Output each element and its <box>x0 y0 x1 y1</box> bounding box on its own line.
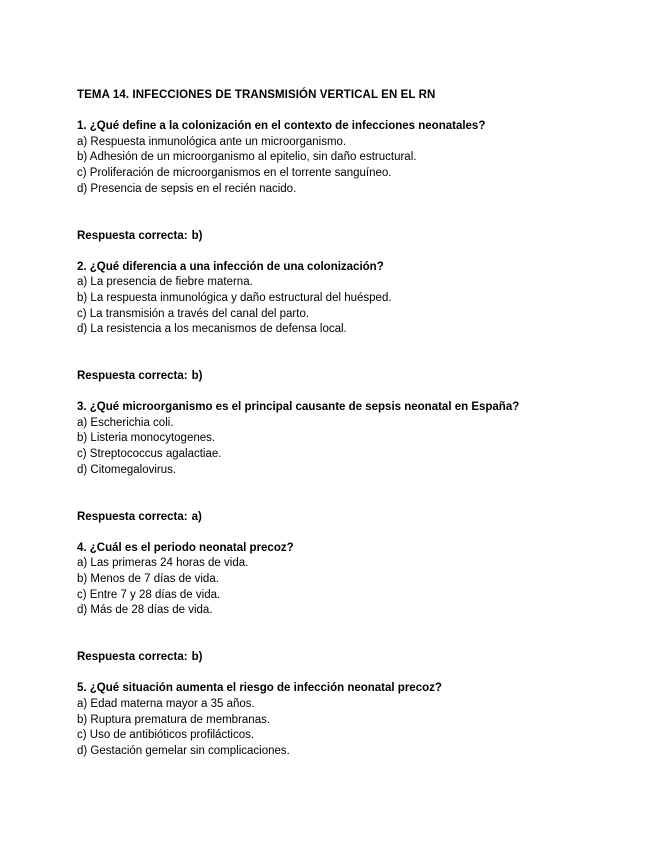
answer-value: b) <box>191 651 203 664</box>
answer-value: b) <box>191 370 203 383</box>
question-block-1 <box>77 119 637 197</box>
option-a: a) Edad materna mayor a 35 años. <box>77 697 255 710</box>
option-a: a) Respuesta inmunológica ante un microorganismo. <box>77 135 347 148</box>
option-d: d) Gestación gemelar sin complicaciones. <box>77 744 290 757</box>
option-c: c) Uso de antibióticos profilácticos. <box>77 729 255 742</box>
option-b: b) Ruptura prematura de membranas. <box>77 713 271 726</box>
question-text: 1. ¿Qué define a la colonización en el contexto de infecciones neonatales? <box>77 120 486 133</box>
option-d: d) Presencia de sepsis en el recién nacido. <box>77 182 297 195</box>
option-c: c) Proliferación de microorganismos en el torrente sanguíneo. <box>77 166 392 179</box>
question-text: 3. ¿Qué microorganismo es el principal causante de sepsis neonatal en España? <box>77 401 520 414</box>
answer-value: b) <box>191 229 203 242</box>
option-d: d) La resistencia a los mecanismos de defensa local. <box>77 323 347 336</box>
question-text: 4. ¿Cuál es el periodo neonatal precoz? <box>77 541 294 554</box>
option-b: b) Menos de 7 días de vida. <box>77 573 219 586</box>
question-block-5 <box>77 681 637 759</box>
option-d: d) Citomegalovirus. <box>77 463 177 476</box>
correct-answer-3 <box>77 510 637 526</box>
answer-label: Respuesta correcta: <box>77 510 188 523</box>
option-a: a) Escherichia coli. <box>77 416 174 429</box>
option-a: a) La presencia de fiebre materna. <box>77 276 253 289</box>
correct-answer-4 <box>77 650 637 666</box>
answer-label: Respuesta correcta: <box>77 229 188 242</box>
document-page <box>77 88 637 759</box>
correct-answer-1 <box>77 229 637 245</box>
option-c: c) La transmisión a través del canal del parto. <box>77 307 310 320</box>
option-c: c) Streptococcus agalactiae. <box>77 448 222 461</box>
question-block-3 <box>77 400 637 478</box>
question-text: 2. ¿Qué diferencia a una infección de una colonización? <box>77 260 384 273</box>
option-b: b) La respuesta inmunológica y daño estructural del huésped. <box>77 291 392 304</box>
question-text: 5. ¿Qué situación aumenta el riesgo de infección neonatal precoz? <box>77 682 442 695</box>
answer-value: a) <box>191 510 202 523</box>
answer-label: Respuesta correcta: <box>77 370 188 383</box>
option-b: b) Listeria monocytogenes. <box>77 432 216 445</box>
document-title: TEMA 14. INFECCIONES DE TRANSMISIÓN VERTICAL EN EL RN <box>77 89 436 101</box>
question-block-2 <box>77 260 637 338</box>
question-block-4 <box>77 541 637 619</box>
option-a: a) Las primeras 24 horas de vida. <box>77 557 249 570</box>
option-d: d) Más de 28 días de vida. <box>77 604 213 617</box>
option-b: b) Adhesión de un microorganismo al epitelio, sin daño estructural. <box>77 151 417 164</box>
answer-label: Respuesta correcta: <box>77 651 188 664</box>
option-c: c) Entre 7 y 28 días de vida. <box>77 588 221 601</box>
correct-answer-2 <box>77 369 637 385</box>
